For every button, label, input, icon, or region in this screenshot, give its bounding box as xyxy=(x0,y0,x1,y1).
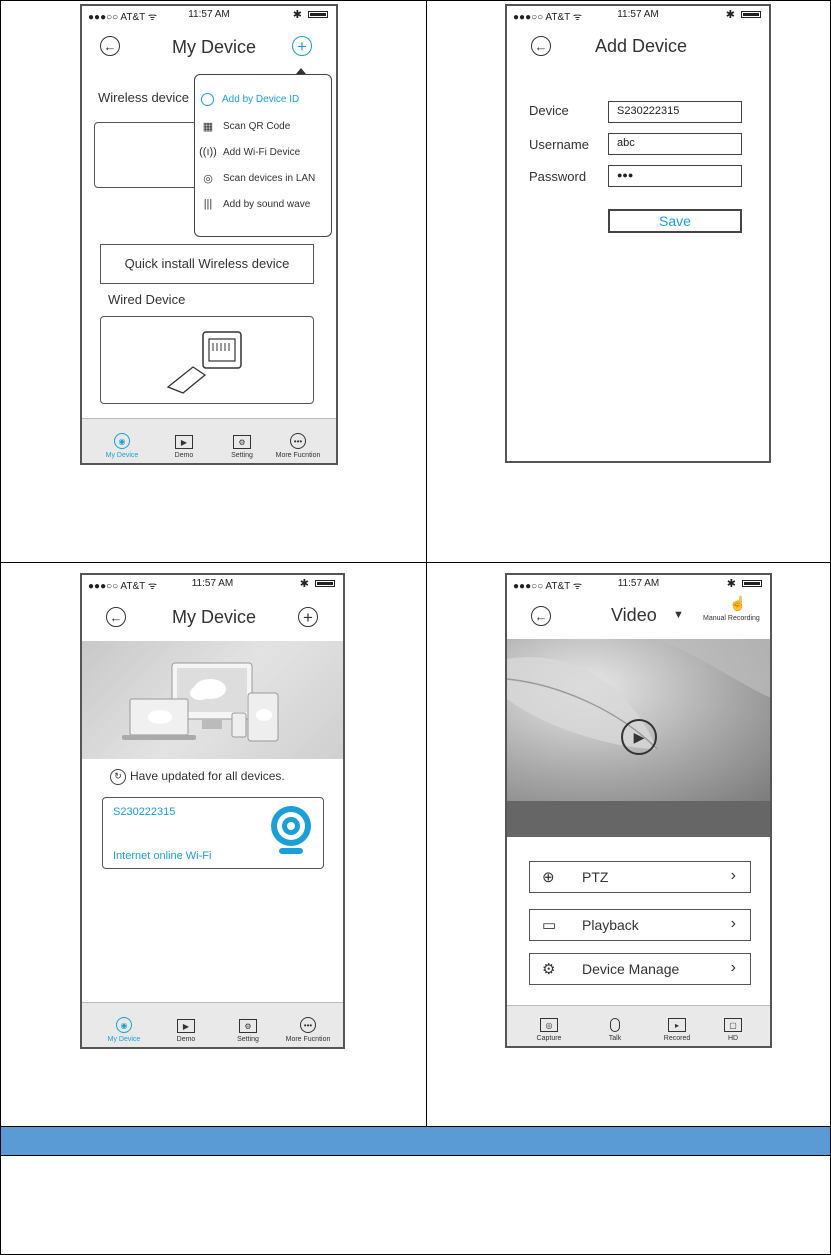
battery-icon xyxy=(742,580,762,587)
video-control-bar xyxy=(507,801,772,837)
wireless-device-label: Wireless device xyxy=(98,90,190,105)
video-camera-icon: ▸ xyxy=(668,1018,686,1032)
wired-device-box[interactable] xyxy=(100,316,314,404)
screen-my-device-add-menu xyxy=(80,4,338,465)
device-field[interactable]: S230222315 xyxy=(608,101,742,123)
play-icon: ▶ xyxy=(175,435,193,449)
ethernet-plug-icon xyxy=(163,327,253,397)
camera-icon xyxy=(201,93,214,106)
ptz-button[interactable] xyxy=(529,861,751,893)
menu-label: Add by Device ID xyxy=(222,94,300,105)
tab-label: More Fucntion xyxy=(285,1036,331,1043)
play-icon[interactable]: ▶ xyxy=(621,719,657,755)
tab-label: HD xyxy=(727,1035,739,1042)
chevron-right-icon: › xyxy=(730,915,736,932)
menu-add-wifi[interactable] xyxy=(201,145,300,159)
tab-label: Setting xyxy=(231,452,253,459)
empty-bottom-row xyxy=(0,1155,831,1255)
video-player[interactable] xyxy=(507,639,772,801)
lan-scan-icon: ◎ xyxy=(203,172,213,185)
tab-bar xyxy=(82,418,336,463)
device-label: Device xyxy=(529,103,569,118)
camera-icon: ◉ xyxy=(116,1017,132,1033)
bluetooth-icon: ✱ xyxy=(726,578,736,590)
qr-code-icon: ▦ xyxy=(202,120,214,133)
update-status: Have updated for all devices. xyxy=(130,769,285,783)
bluetooth-icon: ✱ xyxy=(292,9,302,21)
video-toolbar xyxy=(507,1005,770,1046)
camera-icon: ◎ xyxy=(540,1018,558,1032)
tab-demo[interactable] xyxy=(154,435,214,459)
menu-label: Scan QR Code xyxy=(223,120,291,132)
tab-label: More Fucntion xyxy=(275,452,321,459)
screen-add-device xyxy=(505,4,771,463)
clock: 11:57 AM xyxy=(617,578,660,589)
tab-label: Capture xyxy=(536,1035,562,1042)
back-button[interactable]: ← xyxy=(106,607,126,627)
tab-label: Demo xyxy=(174,452,194,459)
menu-label: Add Wi-Fi Device xyxy=(223,146,301,158)
page-title: Add Device xyxy=(595,36,688,56)
password-label: Password xyxy=(529,169,587,184)
tab-label: My Device xyxy=(107,1036,141,1043)
devices-banner xyxy=(82,641,345,759)
quick-install-button[interactable]: Quick install Wireless device xyxy=(100,244,314,284)
chevron-down-icon[interactable]: ▼ xyxy=(673,609,684,621)
hd-button[interactable] xyxy=(703,1018,763,1042)
playback-icon: ▭ xyxy=(542,917,557,934)
tab-demo[interactable] xyxy=(156,1019,216,1043)
screen-video xyxy=(505,573,772,1048)
wireless-device-box[interactable] xyxy=(94,122,204,188)
microphone-icon xyxy=(610,1018,620,1032)
page-title: My Device xyxy=(172,37,257,57)
tab-setting[interactable] xyxy=(218,1019,278,1043)
page-title: Video xyxy=(611,605,657,625)
battery-icon xyxy=(741,11,761,18)
gear-icon: ⚙ xyxy=(542,961,556,978)
playback-button[interactable] xyxy=(529,909,751,941)
device-manage-button[interactable] xyxy=(529,953,751,985)
gear-icon: ⚙ xyxy=(233,435,251,449)
menu-scan-lan[interactable] xyxy=(201,171,315,185)
devices-cloud-illustration xyxy=(82,641,345,759)
menu-scan-qr[interactable] xyxy=(201,119,290,133)
playback-label: Playback xyxy=(582,917,639,933)
device-status: Internet online Wi-Fi xyxy=(113,850,212,862)
more-icon: ••• xyxy=(290,433,306,449)
carrier: ●●●○○ AT&T ᯤ xyxy=(88,12,157,23)
tab-setting[interactable] xyxy=(212,435,272,459)
password-field[interactable]: ●●● xyxy=(608,165,742,187)
device-manage-label: Device Manage xyxy=(582,961,680,977)
talk-button[interactable] xyxy=(585,1018,645,1042)
sound-wave-icon: ||| xyxy=(203,198,213,210)
menu-label: Scan devices in LAN xyxy=(223,172,316,184)
camera-icon xyxy=(267,804,315,858)
back-button[interactable]: ← xyxy=(531,36,551,56)
screen-my-device-list xyxy=(80,573,345,1049)
manual-recording-button[interactable]: Manual Recording xyxy=(703,615,760,622)
tab-label: Recored xyxy=(663,1035,691,1042)
more-icon: ••• xyxy=(300,1017,316,1033)
battery-icon xyxy=(308,11,328,18)
record-button[interactable] xyxy=(647,1018,707,1042)
clock: 11:57 AM xyxy=(617,9,659,20)
clock: 11:57 AM xyxy=(188,9,230,20)
back-button[interactable]: ← xyxy=(531,606,551,626)
bluetooth-icon: ✱ xyxy=(299,578,309,590)
gear-icon: ⚙ xyxy=(239,1019,257,1033)
tab-more[interactable] xyxy=(268,433,328,459)
play-icon: ▶ xyxy=(177,1019,195,1033)
ptz-icon: ⊕ xyxy=(542,869,555,886)
battery-icon xyxy=(315,580,335,587)
bluetooth-icon: ✱ xyxy=(725,9,735,21)
wired-device-label: Wired Device xyxy=(108,292,186,307)
refresh-icon[interactable]: ↻ xyxy=(110,769,126,785)
username-label: Username xyxy=(529,137,589,152)
tab-label: Demo xyxy=(176,1036,196,1043)
device-id: S230222315 xyxy=(113,806,176,818)
chevron-right-icon: › xyxy=(730,959,736,976)
ptz-label: PTZ xyxy=(582,869,609,885)
page-title: My Device xyxy=(172,607,257,627)
capture-button[interactable] xyxy=(519,1018,579,1042)
menu-add-by-device-id[interactable] xyxy=(201,93,299,106)
menu-sound-wave[interactable] xyxy=(201,197,310,211)
status-bar xyxy=(507,575,770,595)
device-card[interactable] xyxy=(102,797,324,869)
menu-label: Add by sound wave xyxy=(223,198,311,210)
camera-icon: ◉ xyxy=(114,433,130,449)
hd-icon: ▢ xyxy=(724,1018,742,1032)
tab-label: Talk xyxy=(608,1035,622,1042)
chevron-right-icon: › xyxy=(730,867,736,884)
status-bar xyxy=(82,575,343,595)
add-menu xyxy=(194,74,332,237)
tab-my-device[interactable] xyxy=(92,433,152,459)
back-button[interactable]: ← xyxy=(100,36,120,56)
blue-banner-row xyxy=(0,1126,831,1156)
wifi-signal-icon: ((ı)) xyxy=(199,146,217,158)
add-button[interactable]: + xyxy=(292,36,312,56)
carrier: ●●●○○ AT&T ᯤ xyxy=(88,581,157,592)
tab-label: Setting xyxy=(237,1036,259,1043)
carrier: ●●●○○ AT&T ᯤ xyxy=(513,581,582,592)
carrier: ●●●○○ AT&T ᯤ xyxy=(513,12,582,23)
add-button[interactable]: + xyxy=(298,607,318,627)
tab-more[interactable] xyxy=(278,1017,338,1043)
clock: 11:57 AM xyxy=(191,578,234,589)
save-button[interactable]: Save xyxy=(608,209,742,233)
username-field[interactable]: abc xyxy=(608,133,742,155)
tab-label: My Device xyxy=(105,452,139,459)
hand-pointer-icon: ☝ xyxy=(729,595,747,611)
tab-my-device[interactable] xyxy=(94,1017,154,1043)
status-bar xyxy=(82,6,336,26)
status-bar xyxy=(507,6,769,26)
tab-bar xyxy=(82,1002,343,1047)
